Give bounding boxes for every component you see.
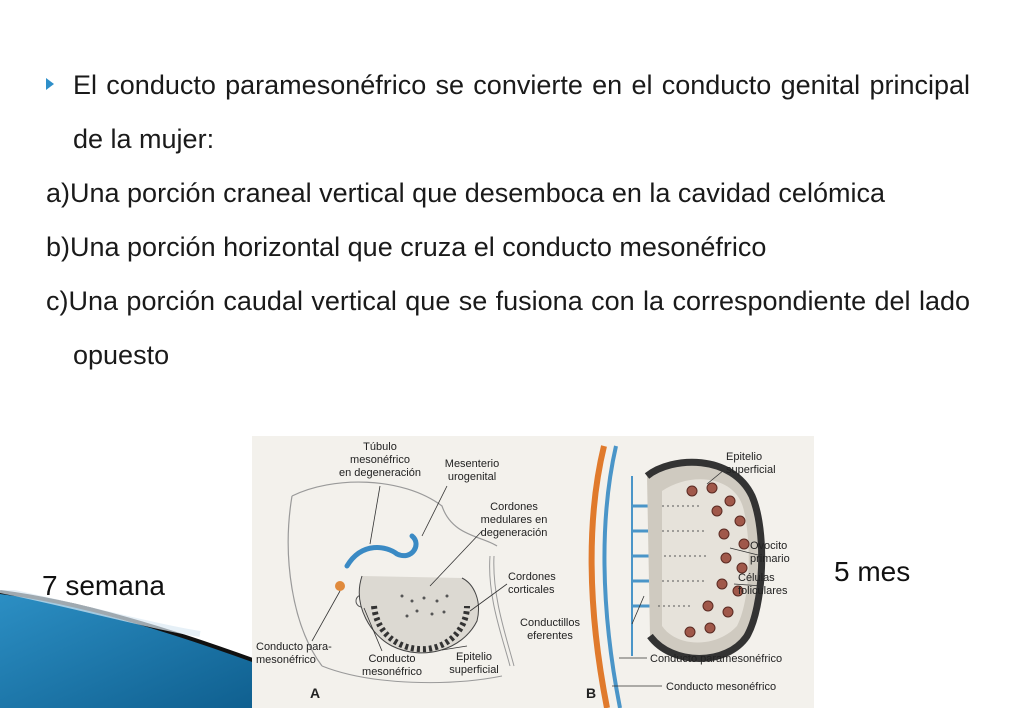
- svg-text:Conducto paramesonéfrico: Conducto paramesonéfrico: [650, 653, 783, 665]
- svg-text:Conducto mesonéfrico: Conducto mesonéfrico: [666, 681, 777, 693]
- item-b-paragraph: b)Una porción horizontal que cruza el conducto mesonéfrico: [46, 232, 767, 262]
- slide-body: [46, 58, 970, 382]
- svg-text:Túbulomesonéfricoen degeneraci: Túbulo mesonéfrico en degeneración: [339, 441, 421, 479]
- panel-b-letter: B: [586, 685, 597, 701]
- svg-text:Mesenteriourogenital: Mesenterio urogenital: [444, 458, 500, 483]
- svg-text:Cordonescorticales: Cordones corticales: [508, 571, 556, 596]
- month-label: 5 mes: [834, 556, 911, 587]
- panel-a-letter: A: [310, 685, 321, 701]
- svg-text:Epiteliosuperficial: Epitelio superficial: [726, 451, 776, 476]
- item-c-paragraph: c)Una porción caudal vertical que se fusiona con la correspondiente del lado opuesto: [46, 286, 970, 370]
- svg-text:Epiteliosuperficial: Epitelio superficial: [449, 651, 499, 676]
- svg-text:Ovocitoprimario: Ovocito primario: [750, 540, 790, 565]
- svg-text:Conducto para-mesonéfrico: Conducto para-mesonéfrico: [256, 641, 332, 666]
- corner-swoosh-decoration: [0, 590, 260, 708]
- svg-text:Cordonesmedulares endegeneraci: Cordones medulares en degeneración: [480, 501, 548, 539]
- intro-text: El conducto paramesonéfrico se convierte en el conducto genital principal de la mujer:: [73, 70, 970, 154]
- gonad-illustration: [252, 436, 814, 708]
- svg-text:Célulasfoliculares: Células foliculares: [738, 572, 788, 597]
- item-a-paragraph: a)Una porción craneal vertical que desemboca en la cavidad celómica: [46, 178, 885, 208]
- svg-text:Conductilloseferentes: Conductillos eferentes: [520, 617, 580, 642]
- svg-text:Conductomesonéfrico: Conducto mesonéfrico: [362, 653, 422, 678]
- week-label: 7 semana: [42, 570, 165, 601]
- intro-paragraph: [46, 58, 970, 166]
- bullet-arrow-icon: [46, 78, 54, 90]
